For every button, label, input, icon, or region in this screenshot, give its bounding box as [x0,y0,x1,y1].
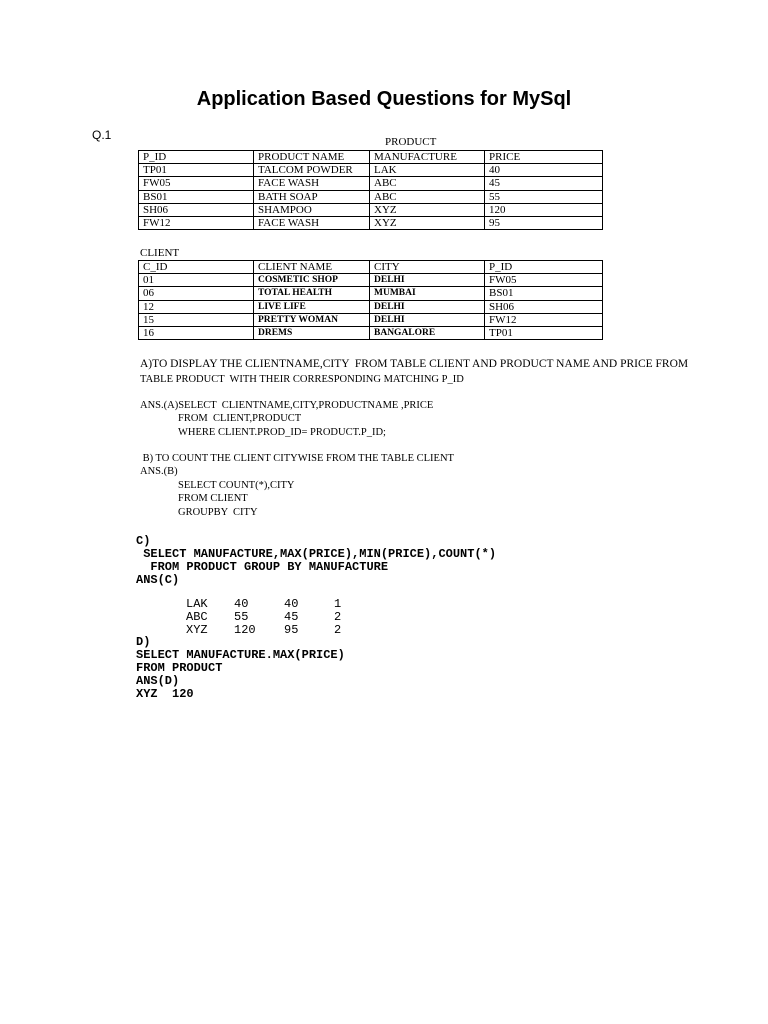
table-cell: DELHI [370,300,485,313]
table-cell: BANGALORE [370,326,485,339]
table-header-cell: P_ID [139,151,254,164]
table-cell: FACE WASH [254,216,370,229]
table-cell: 45 [485,177,603,190]
question-c-label: C) [136,534,151,548]
answer-a-line-3: WHERE CLIENT.PROD_ID= PRODUCT.P_ID; [178,427,386,438]
table-cell: BS01 [139,190,254,203]
table-cell: LIVE LIFE [254,300,370,313]
question-d-label: D) [136,635,151,649]
result-cell: 40 [234,597,249,611]
table-row [139,300,603,313]
table-row [139,274,603,287]
table-cell: DREMS [254,326,370,339]
page-title: Application Based Questions for MySql [196,88,572,110]
question-d-line-1: SELECT MANUFACTURE.MAX(PRICE) [136,648,345,662]
result-cell: 120 [234,623,256,637]
table-cell: 120 [485,203,603,216]
question-d-line-2: FROM PRODUCT [136,661,223,675]
question-c-line-1: SELECT MANUFACTURE,MAX(PRICE),MIN(PRICE),COUNT(*) [136,547,497,561]
answer-a-line-1: ANS.(A)SELECT CLIENTNAME,CITY,PRODUCTNAME ,PRICE [140,400,434,411]
question-c-line-2: FROM PRODUCT GROUP BY MANUFACTURE [136,560,389,574]
question-b: B) TO COUNT THE CLIENT CITYWISE FROM THE TABLE CLIENT [140,453,454,464]
table-header-cell: P_ID [485,261,603,274]
client-table-caption: CLIENT [140,247,180,259]
table-cell: MUMBAI [370,287,485,300]
result-cell: 45 [284,610,299,624]
table-cell: LAK [370,164,485,177]
table-cell: SH06 [139,203,254,216]
answer-b-line-3: GROUPBY CITY [178,507,258,518]
table-cell: FW05 [139,177,254,190]
result-row [186,598,354,611]
table-cell: BATH SOAP [254,190,370,203]
table-cell: FACE WASH [254,177,370,190]
result-cell: 55 [234,610,249,624]
table-cell: BS01 [485,287,603,300]
table-cell: PRETTY WOMAN [254,313,370,326]
table-header-cell: CITY [370,261,485,274]
table-cell: TP01 [139,164,254,177]
table-row [139,177,603,190]
table-cell: FW12 [485,313,603,326]
table-header-cell: C_ID [139,261,254,274]
client-table [138,260,603,340]
table-row [139,216,603,229]
result-cell: 40 [284,597,299,611]
answer-d-label: ANS(D) [136,674,180,688]
table-cell: 40 [485,164,603,177]
answer-c-label: ANS(C) [136,573,180,587]
table-cell: XYZ [370,203,485,216]
answer-b-label: ANS.(B) [140,466,178,477]
result-row [186,611,354,624]
table-row [139,287,603,300]
table-cell: SHAMPOO [254,203,370,216]
answer-b-line-2: FROM CLIENT [178,493,248,504]
answer-a-line-2: FROM CLIENT,PRODUCT [178,413,302,424]
table-cell: TP01 [485,326,603,339]
table-row [139,190,603,203]
result-cell: 2 [334,610,342,624]
table-cell: TOTAL HEALTH [254,287,370,300]
table-cell: DELHI [370,274,485,287]
table-cell: 15 [139,313,254,326]
table-cell: SH06 [485,300,603,313]
question-a-line-1: A)TO DISPLAY THE CLIENTNAME,CITY FROM TABLE CLIENT AND PRODUCT NAME AND PRICE FROM [140,358,689,370]
table-row [139,326,603,339]
table-cell: XYZ [370,216,485,229]
table-row [139,164,603,177]
result-cell: ABC [186,610,208,624]
table-cell: TALCOM POWDER [254,164,370,177]
table-cell: ABC [370,190,485,203]
table-header-cell: MANUFACTURE [370,151,485,164]
table-cell: DELHI [370,313,485,326]
question-a-line-2: TABLE PRODUCT WITH THEIR CORRESPONDING MATCHING P_ID [140,374,464,385]
table-header-cell: PRICE [485,151,603,164]
table-cell: 01 [139,274,254,287]
question-number: Q.1 [92,128,112,142]
table-header-row [139,151,603,164]
table-row [139,313,603,326]
table-cell: 55 [485,190,603,203]
table-cell: COSMETIC SHOP [254,274,370,287]
table-header-row [139,261,603,274]
result-cell: 1 [334,597,342,611]
table-cell: FW12 [139,216,254,229]
result-cell: 2 [334,623,342,637]
answer-d-value: XYZ 120 [136,687,194,701]
table-header-cell: CLIENT NAME [254,261,370,274]
table-cell: 12 [139,300,254,313]
table-cell: FW05 [485,274,603,287]
result-cell: LAK [186,597,208,611]
table-header-cell: PRODUCT NAME [254,151,370,164]
table-cell: 95 [485,216,603,229]
result-row [186,624,354,637]
product-table [138,150,603,230]
result-cell: 95 [284,623,299,637]
table-cell: ABC [370,177,485,190]
answer-c-results [186,598,354,637]
table-cell: 16 [139,326,254,339]
answer-b-line-1: SELECT COUNT(*),CITY [178,480,295,491]
table-row [139,203,603,216]
result-cell: XYZ [186,623,208,637]
product-table-caption: PRODUCT [385,136,437,148]
table-cell: 06 [139,287,254,300]
